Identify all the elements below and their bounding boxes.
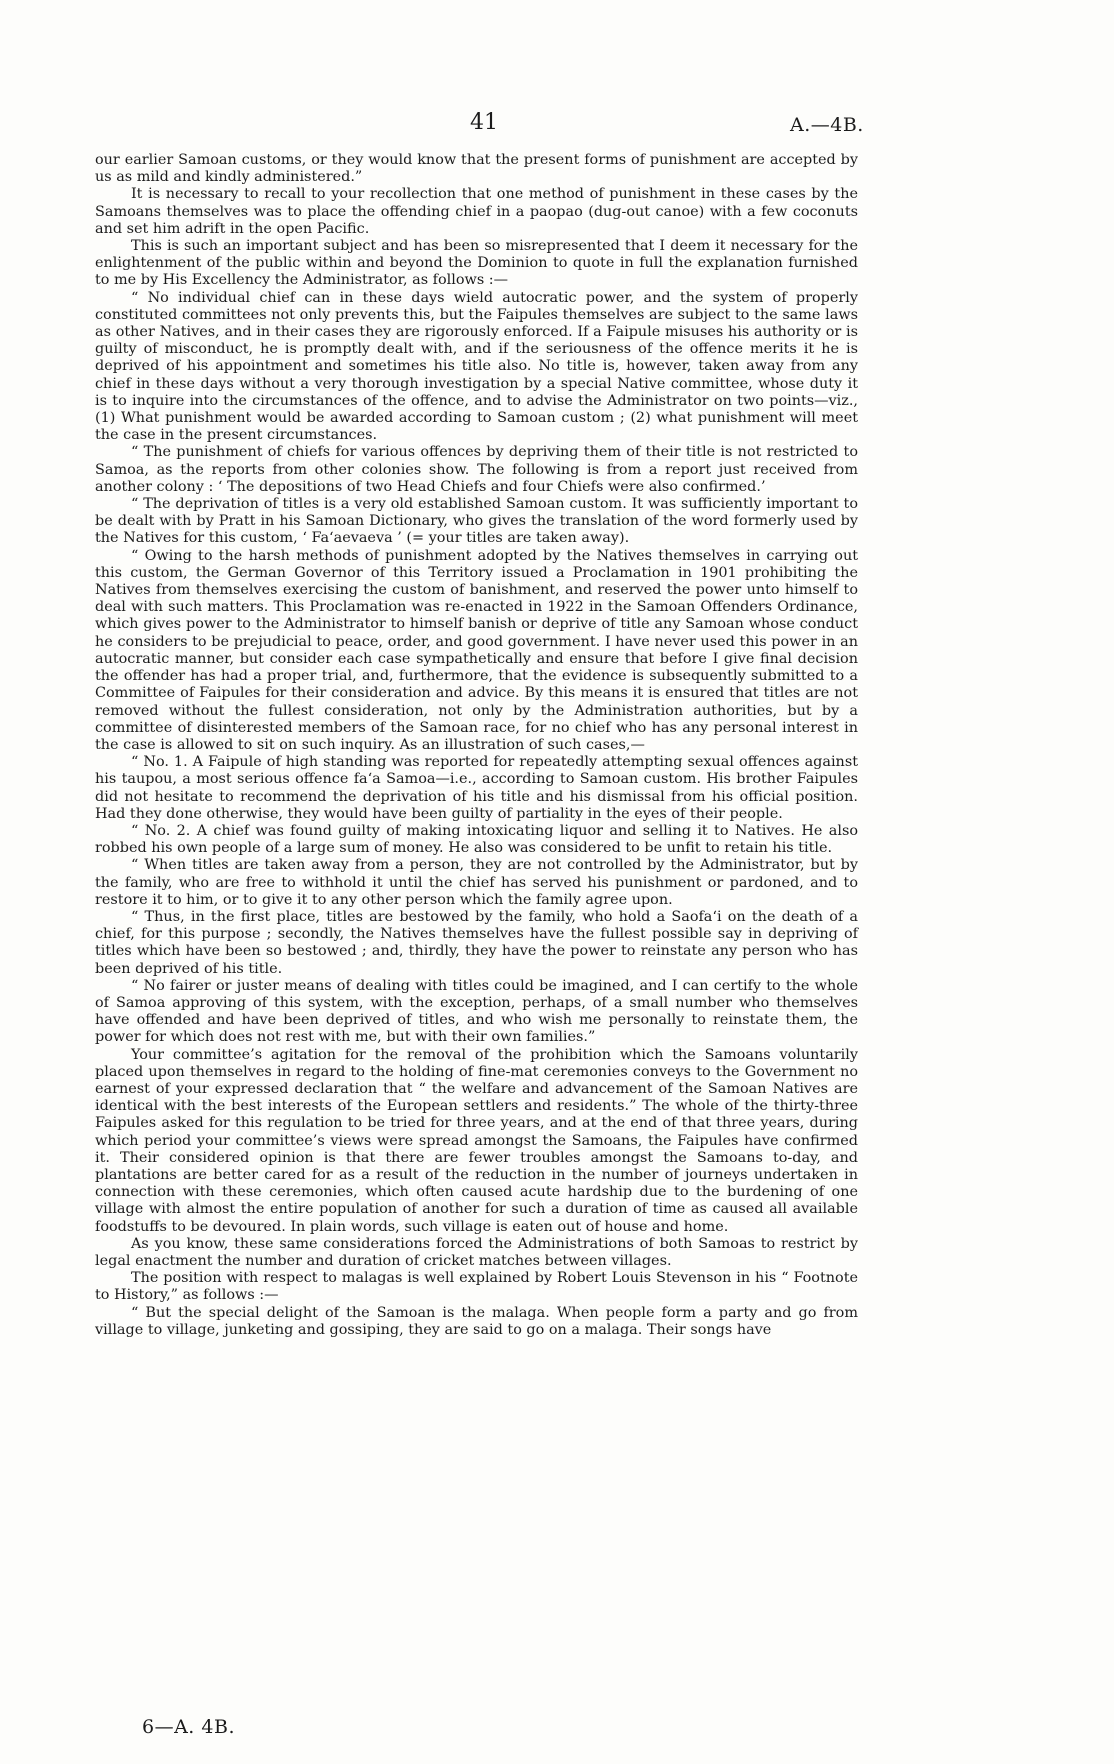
quoted-paragraph: “ Owing to the harsh methods of punishment adopted by the Natives themselves in carrying out this custom, the German Governor of this Territory issued a Proclamation in 1901 prohibiting the Natives from themselves exercising the custom of banishment, and reserved the power unto himself to deal with such matters. This Proclamation was re-enacted in 1922 in the Samoan Offenders Ordinance, which gives power to the Administrator to himself banish or deprive of title any Samoan whose conduct he considers to be prejudicial to peace, order, and good government. I have never used this power in an autocratic manner, but consider each case sympathetically and ensure that before I give final decision the offender has had a proper trial, and, furthermore, that the evidence is subsequently submitted to a Committee of Faipules for their consideration and advice. By this means it is ensured that titles are not removed without the fullest consideration, not only by the Administration authorities, but by a committee of disinterested members of the Samoan race, for no chief who has any personal interest in the case is allowed to sit on such inquiry. As an illustration of such cases,— bbox=[95, 547, 858, 753]
page-number: 41 bbox=[470, 110, 498, 135]
paragraph: This is such an important subject and has been so misrepresented that I deem it necessary for the enlightenment of the public within and beyond the Dominion to quote in full the explanation furnished to me by His Excellency the Administrator, as follows :— bbox=[95, 238, 858, 289]
quoted-paragraph: “ But the special delight of the Samoan is the malaga. When people form a party and go from village to village, junketing and gossiping, they are said to go on a malaga. Their songs have bbox=[95, 1304, 858, 1338]
paragraph: Your committee’s agitation for the removal of the prohibition which the Samoans voluntarily placed upon themselves in regard to the holding of fine-mat ceremonies conveys to the Government no earnest of your expressed declaration that “ the welfare and advancement of the Samoan Natives are identical with the best interests of the European settlers and residents.” The whole of the thirty-three Faipules asked for this regulation to be tried for three years, and at the end of that three years, during which period your committee’s views were spread amongst the Samoans, the Faipules have confirmed it. Their considered opinion is that there are fewer troubles amongst the Samoans to-day, and plantations are better cared for as a result of the reduction in the number of journeys undertaken in connection with these ceremonies, which often caused acute hardship due to the burdening of one village with almost the entire population of another for such a duration of time as caused all available foodstuffs to be devoured. In plain words, such village is eaten out of house and home. bbox=[95, 1046, 858, 1235]
document-reference: A.—4B. bbox=[790, 114, 864, 136]
quoted-paragraph: “ The deprivation of titles is a very old established Samoan custom. It was sufficiently important to be dealt with by Pratt in his Samoan Dictionary, who gives the translation of the word formerly used by the Natives for this custom, ‘ Fa‘aevaeva ’ (= your titles are taken away). bbox=[95, 496, 858, 547]
page-header bbox=[0, 110, 1114, 150]
paragraph: As you know, these same considerations forced the Administrations of both Samoas to restrict by legal enactment the number and duration of cricket matches between villages. bbox=[95, 1235, 858, 1269]
quoted-paragraph: “ When titles are taken away from a person, they are not controlled by the Administrator, but by the family, who are free to withhold it until the chief has served his punishment or pardoned, and to restore it to him, or to give it to any other person which the family agree upon. bbox=[95, 857, 858, 908]
body-text bbox=[95, 152, 858, 1339]
paragraph: The position with respect to malagas is well explained by Robert Louis Stevenson in his “ Footnote to History,” as follows :— bbox=[95, 1270, 858, 1304]
paragraph: It is necessary to recall to your recollection that one method of punishment in these cases by the Samoans themselves was to place the offending chief in a paopao (dug-out canoe) with a few coconuts and set him adrift in the open Pacific. bbox=[95, 186, 858, 237]
quoted-paragraph: “ No fairer or juster means of dealing with titles could be imagined, and I can certify to the whole of Samoa approving of this system, with the exception, perhaps, of a small number who themselves have offended and have been deprived of titles, and who wish me personally to reinstate them, the power for which does not rest with me, but with their own families.” bbox=[95, 977, 858, 1046]
quoted-paragraph: “ Thus, in the first place, titles are bestowed by the family, who hold a Saofa‘i on the death of a chief, for this purpose ; secondly, the Natives themselves have the fullest possible say in depriving of titles which have been so bestowed ; and, thirdly, they have the power to reinstate any person who has been deprived of his title. bbox=[95, 908, 858, 977]
quoted-paragraph: “ No individual chief can in these days wield autocratic power, and the system of properly constituted committees not only prevents this, but the Faipules themselves are subject to the same laws as other Natives, and in their cases they are rigorously enforced. If a Faipule misuses his authority or is guilty of misconduct, he is promptly dealt with, and if the seriousness of the offence merits it he is deprived of his appointment and sometimes his title also. No title is, however, taken away from any chief in these days without a very thorough investigation by a special Native committee, whose duty it is to inquire into the circumstances of the offence, and to advise the Administrator on two points—viz., (1) What punishment would be awarded according to Samoan custom ; (2) what punishment will meet the case in the present circumstances. bbox=[95, 289, 858, 444]
paragraph: our earlier Samoan customs, or they would know that the present forms of punishment are accepted by us as mild and kindly administered.” bbox=[95, 152, 858, 186]
quoted-paragraph: “ No. 1. A Faipule of high standing was reported for repeatedly attempting sexual offences against his taupou, a most serious offence fa‘a Samoa—i.e., according to Samoan custom. His brother Faipules did not hesitate to recommend the deprivation of his title and his dismissal from his official position. Had they done otherwise, they would have been guilty of partiality in the eyes of their people. bbox=[95, 754, 858, 822]
quoted-paragraph: “ No. 2. A chief was found guilty of making intoxicating liquor and selling it to Natives. He also robbed his own people of a large sum of money. He also was considered to be unfit to retain his title. bbox=[95, 822, 858, 857]
quoted-paragraph: “ The punishment of chiefs for various offences by depriving them of their title is not restricted to Samoa, as the reports from other colonies show. The following is from a report just received from another colony : ‘ The depositions of two Head Chiefs and four Chiefs were also confirmed.’ bbox=[95, 444, 858, 495]
footer-reference: 6—A. 4B. bbox=[142, 1716, 235, 1738]
